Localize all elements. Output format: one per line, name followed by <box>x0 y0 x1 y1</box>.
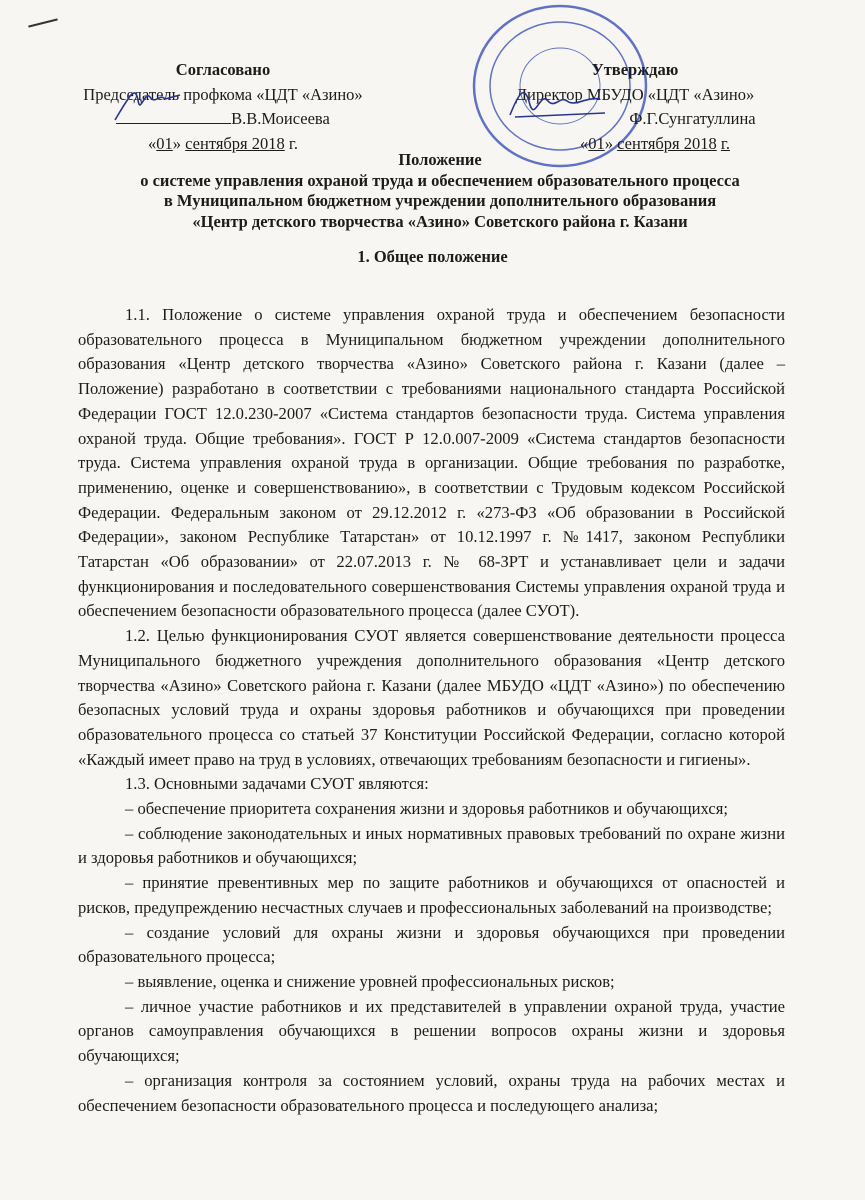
agreed-date: «01» сентября 2018 г. <box>148 133 298 153</box>
pen-mark <box>28 18 58 27</box>
list-item: – принятие превентивных мер по защите работников и обучающихся от опасностей и рисков, предупреждению несчастных случаев и профессиональных заболеваний на производстве; <box>78 873 785 917</box>
list-item: – выявление, оценка и снижение уровней профессиональных рисков; <box>125 971 615 991</box>
signature-right <box>505 85 615 125</box>
section-heading: 1. Общее положение <box>357 247 508 266</box>
list-item: – создание условий для охраны жизни и здоровья обучающихся при проведении образовательного процесса; <box>78 922 785 967</box>
paragraph: 1.3. Основными задачами СУОТ являются: <box>125 774 429 794</box>
title-line: в Муниципальном бюджетном учреждении дополнительного образования <box>163 191 717 210</box>
approved-heading: Утверждаю <box>591 60 679 79</box>
title-line: о системе управления охраной труда и обеспечением образовательного процесса <box>140 170 740 190</box>
paragraph: 1.2. Целью функционирования СУОТ является совершенствование деятельности процесса Муниципального бюджетного учреждения дополнительного образования «Центр детского творчества «Азино» Советского района г. Казани (далее МБУДО «ЦДТ «Азино») по обеспечению безопасных условий труда и охраны здоровья работников и обучающихся при проведении образовательного процесса со статьей 37 Конституции Российской Федерации, согласно которой «Каждый имеет право на труд в условиях, отвечающих требованиям безопасности и гигиены». <box>78 626 785 769</box>
approved-date: «01» сентября 2018 г. <box>580 133 730 153</box>
paragraph: 1.1. Положение о системе управления охраной труда и обеспечением безопасности образовательного процесса в Муниципальном бюджетном учреждении дополнительного образования «Центр детского творчества «Азино» Советского района г. Казани (далее – Положение) разработано в соответствии с требованиями национального стандарта Российской Федерации ГОСТ 12.0.230-2007 «Система стандартов безопасности труда. Система управления охраной труда. Общие требования». ГОСТ Р 12.0.007-2009 «Система стандартов безопасности труда. Система управления охраной труда в организации. Общие требования по разработке, применению, оценке и совершенствованию», в соответствии с Трудовым кодексом Российской Федерации. Федеральным законом от 29.12.2012 г. «273-ФЗ «Об образовании в Российской Федерации», законом Республике Татарстан» от 10.12.1997 г. №1417, законом Республики Татарстан «Об образовании» от 22.07.2013 г. № 68-ЗРТ и устанавливает цели и задачи функционирования и последовательного совершенствования Системы управления охраной труда и обеспечением безопасности образовательного процесса (далее СУОТ). <box>78 305 785 621</box>
list-item: – организация контроля за состоянием условий, охраны труда на рабочих местах и обеспечением безопасности образовательного процесса и последующего анализа; <box>78 1070 785 1115</box>
list-item: – обеспечение приоритета сохранения жизни и здоровья работников и обучающихся; <box>125 799 728 819</box>
date-month-year: сентября 2018 <box>617 133 717 153</box>
signature-left <box>110 85 190 125</box>
date-suffix: г. <box>284 133 298 153</box>
agreed-heading: Согласовано <box>175 60 271 79</box>
document-body <box>78 303 785 1118</box>
title-line: Положение <box>398 150 482 169</box>
date-day: 01 <box>588 133 605 153</box>
list-item: – личное участие работников и их представителей в управлении охраной труда, участие органов самоуправления обучающихся в решении вопросов охраны жизни и здоровья обучающихся; <box>78 996 785 1066</box>
title-line: «Центр детского творчества «Азино» Советского района г. Казани <box>192 211 688 231</box>
list-item: – соблюдение законодательных и иных нормативных правовых требований по охране жизни и здоровья работников и обучающихся; <box>78 823 785 868</box>
date-day: 01 <box>156 133 173 153</box>
date-suffix: г. <box>720 133 730 153</box>
document-title <box>60 150 820 232</box>
approved-position: Директор МБУДО «ЦДТ «Азино» <box>515 84 755 104</box>
approved-signer: Ф.Г.Сунгатуллина <box>629 109 756 128</box>
agreed-position: Председатель профкома «ЦДТ «Азино» <box>83 84 363 104</box>
agreed-signer: В.В.Моисеева <box>231 109 330 128</box>
date-month-year: сентября 2018 <box>185 133 285 153</box>
